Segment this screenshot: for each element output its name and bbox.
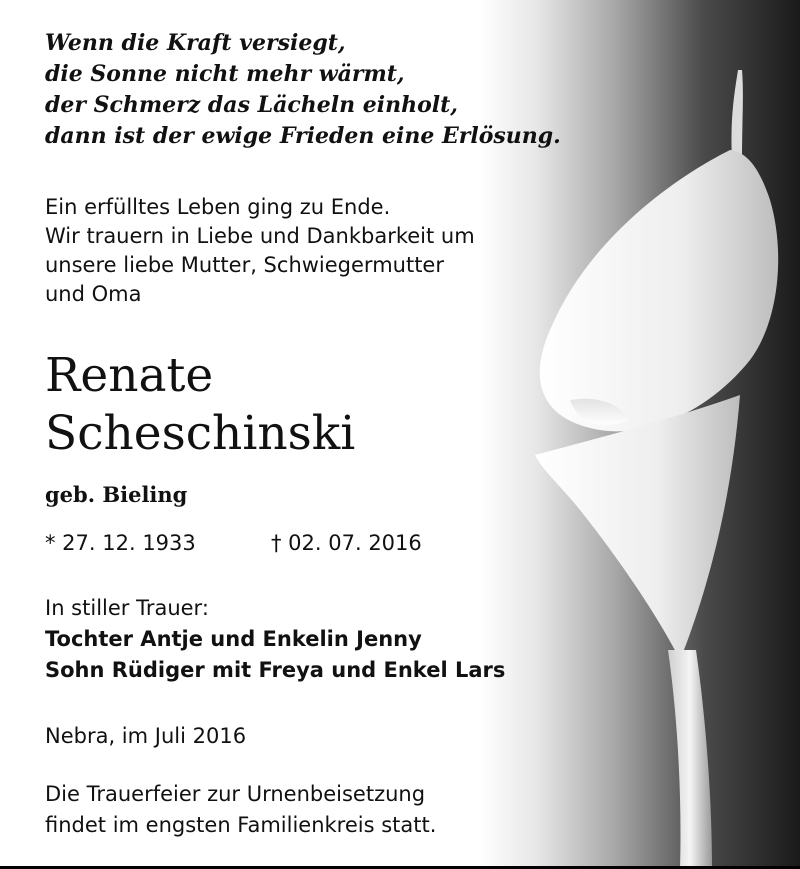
funeral-note [45,779,436,841]
intro-line: unsere liebe Mutter, Schwiegermutter [45,253,444,277]
verse-line: Wenn die Kraft versiegt, [45,30,346,56]
mourner-line: Tochter Antje und Enkelin Jenny [45,627,422,651]
intro-line: Wir trauern in Liebe und Dankbarkeit um [45,224,475,248]
last-name: Scheschinski [45,406,356,461]
funeral-line: Die Trauerfeier zur Urnenbeisetzung [45,782,426,806]
place-date: Nebra, im Juli 2016 [45,724,247,748]
verse-line: dann ist der ewige Frieden eine Erlösung. [45,123,561,149]
verse-line: die Sonne nicht mehr wärmt, [45,61,405,87]
first-name: Renate [45,348,214,403]
life-dates [45,528,422,558]
intro-line: Ein erfülltes Leben ging zu Ende. [45,195,391,219]
intro-line: und Oma [45,282,142,306]
verse-line: der Schmerz das Lächeln einholt, [45,92,458,118]
mourners-heading: In stiller Trauer: [45,596,209,620]
funeral-line: findet im engsten Familienkreis statt. [45,813,437,837]
mourners [45,593,505,686]
verse [45,28,561,152]
birth-name: geb. Bieling [45,482,188,507]
intro-text [45,193,475,309]
deceased-name [45,347,355,463]
death-date: † 02. 07. 2016 [271,531,422,555]
birth-date: * 27. 12. 1933 [45,531,196,555]
mourner-line: Sohn Rüdiger mit Freya und Enkel Lars [45,658,506,682]
